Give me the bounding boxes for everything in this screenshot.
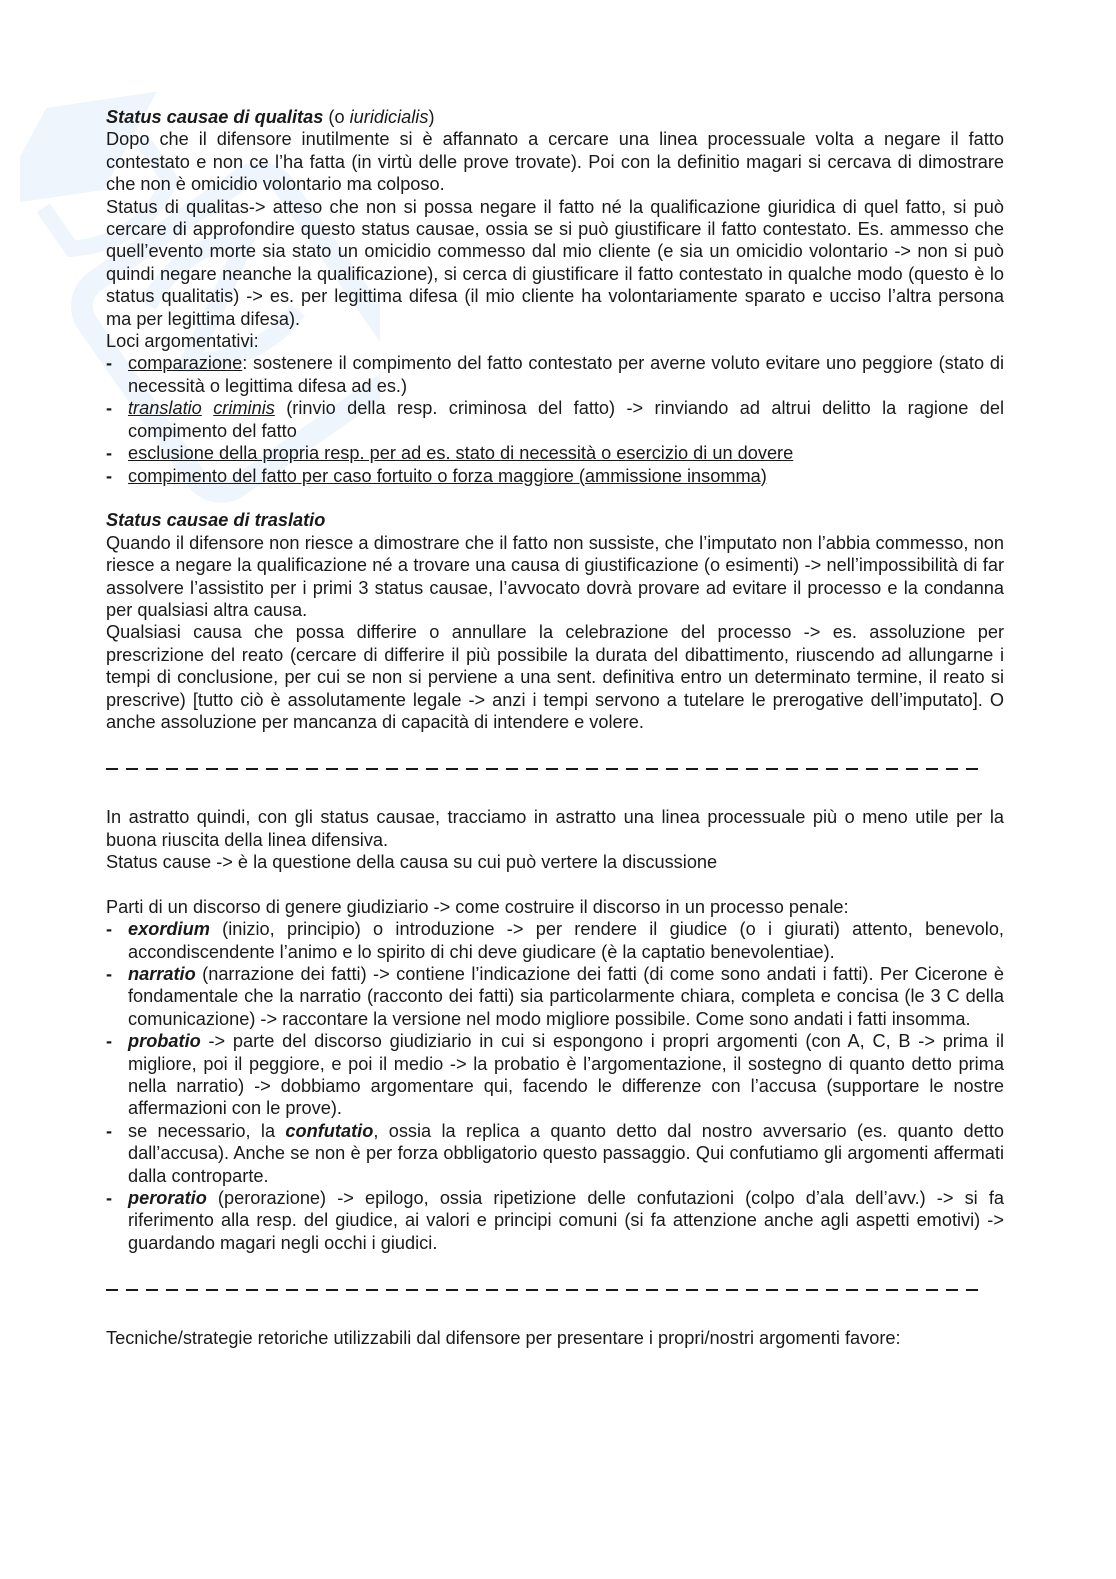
list-item: - narratio (narrazione dei fatti) -> contiene l’indicazione dei fatti (di come sono andati i fatti). Per Cicerone è fondamentale che la narratio (racconto dei fatti) sia particolarmente chiara, completa e concisa (le 3 C della comunicazione) -> raccontare la versione nel modo migliore possibile. Come sono andati i fatti insomma.: [106, 963, 1004, 1030]
list-label: Loci argomentativi:: [106, 331, 259, 352]
loci-list: [106, 352, 1004, 486]
paragraph: Parti di un discorso di genere giudiziario -> come costruire il discorso in un processo penale:: [106, 896, 849, 917]
list-item: - probatio -> parte del discorso giudiziario in cui si espongono i propri argomenti (con A, C, B -> prima il migliore, poi il peggiore, e poi il medio -> la probatio è l’argomentazione, il sostegno di quanto detto prima nella narratio) -> dobbiamo argomentare qui, facendo le differenze con l’accusa (supportare le nostre affermazioni con le prove).: [106, 1030, 1004, 1120]
dashed-divider: [106, 768, 986, 770]
list-item: - translatio criminis (rinvio della resp. criminosa del fatto) -> rinviando ad altrui delitto la ragione del compimento del fatto: [106, 397, 1004, 442]
paragraph: In astratto quindi, con gli status causae, tracciamo in astratto una linea processuale più o meno utile per la buona riuscita della linea difensiva.: [106, 807, 1004, 850]
paragraph: Status di qualitas-> atteso che non si possa negare il fatto né la qualificazione giuridica di quel fatto, si può cercare di approfondire questo status causae, ossia se si può giustificare il fatto contestato. Es. ammesso che quell’evento morte sia stato un omicidio commesso dal mio cliente (e sia un omicidio volontario -> non si può quindi negare neanche la qualificazione), si cerca di giustificare il fatto contestato in qualche modo (questo è lo status qualitatis) -> es. per legittima difesa (il mio cliente ha volontariamente sparato e ucciso l’altra persona ma per legittima difesa).: [106, 196, 1004, 329]
paragraph: Status cause -> è la questione della causa su cui può vertere la discussione: [106, 851, 718, 872]
paragraph: Tecniche/strategie retoriche utilizzabili dal difensore per presentare i propri/nostri argomenti favore:: [106, 1328, 901, 1349]
list-item: - se necessario, la confutatio, ossia la replica a quanto detto dal nostro avversario (es. quanto detto dall’accusa). Anche se non è per forza obbligatorio questo passaggio. Qui confutiamo gli argomenti affermati dalla controparte.: [106, 1120, 1004, 1187]
paragraph: Quando il difensore non riesce a dimostrare che il fatto non sussiste, che l’imputato non l’abbia commesso, non riesce a negare la qualificazione né a trovare una causa di giustificazione (o esimenti) -> nell’impossibilità di far assolvere l’assistito per i primi 3 status causae, l’avvocato dovrà provare ad evitare il processo e la condanna per qualsiasi altra causa.: [106, 532, 1004, 620]
paragraph: Qualsiasi causa che possa differire o annullare la celebrazione del processo -> es. assoluzione per prescrizione del reato (cercare di differire il più possibile la durata del dibattimento, riuscendo ad allungarne i tempi di conclusione, per cui se non si perviene a una sent. definitiva entro un determinato termine, il reato si prescrive) [tutto ciò è assolutamente legale -> anzi i tempi servono a tutelare le prerogative dell’imputato]. O anche assoluzione per mancanza di capacità di intendere e volere.: [106, 622, 1004, 732]
section-heading-traslatio: Status causae di traslatio: [106, 510, 326, 531]
list-item: - exordium (inizio, principio) o introduzione -> per rendere il giudice (o i giurati) attento, benevolo, accondiscendente l’animo e lo spirito di chi deve giudicare (è la captatio benevolentiae).: [106, 918, 1004, 963]
document-page: [106, 106, 1004, 1349]
list-item: - esclusione della propria resp. per ad es. stato di necessità o esercizio di un dovere: [106, 442, 1004, 464]
heading-text: Status causae di qualitas: [106, 107, 324, 127]
parts-list: [106, 918, 1004, 1254]
dashed-divider: [106, 1289, 986, 1291]
paragraph: Dopo che il difensore inutilmente si è affannato a cercare una linea processuale volta a negare il fatto contestato e non ce l’ha fatta (in virtù delle prove trovate). Poi con la definitio magari si cercava di dimostrare che non è omicidio volontario ma colposo.: [106, 129, 1004, 195]
list-item: - peroratio (perorazione) -> epilogo, ossia ripetizione delle confutazioni (colpo d’ala dell’avv.) -> si fa riferimento alla resp. del giudice, ai valori e principi comuni (si fa attenzione anche agli aspetti emotivi) -> guardando magari negli occhi i giudici.: [106, 1187, 1004, 1254]
section-heading-qualitas: Status causae di qualitas (o iuridicialis): [106, 107, 435, 127]
list-item: - comparazione: sostenere il compimento del fatto contestato per averne voluto evitare uno peggiore (stato di necessità o legittima difesa ad es.): [106, 352, 1004, 397]
list-item: - compimento del fatto per caso fortuito o forza maggiore (ammissione insomma): [106, 465, 1004, 487]
